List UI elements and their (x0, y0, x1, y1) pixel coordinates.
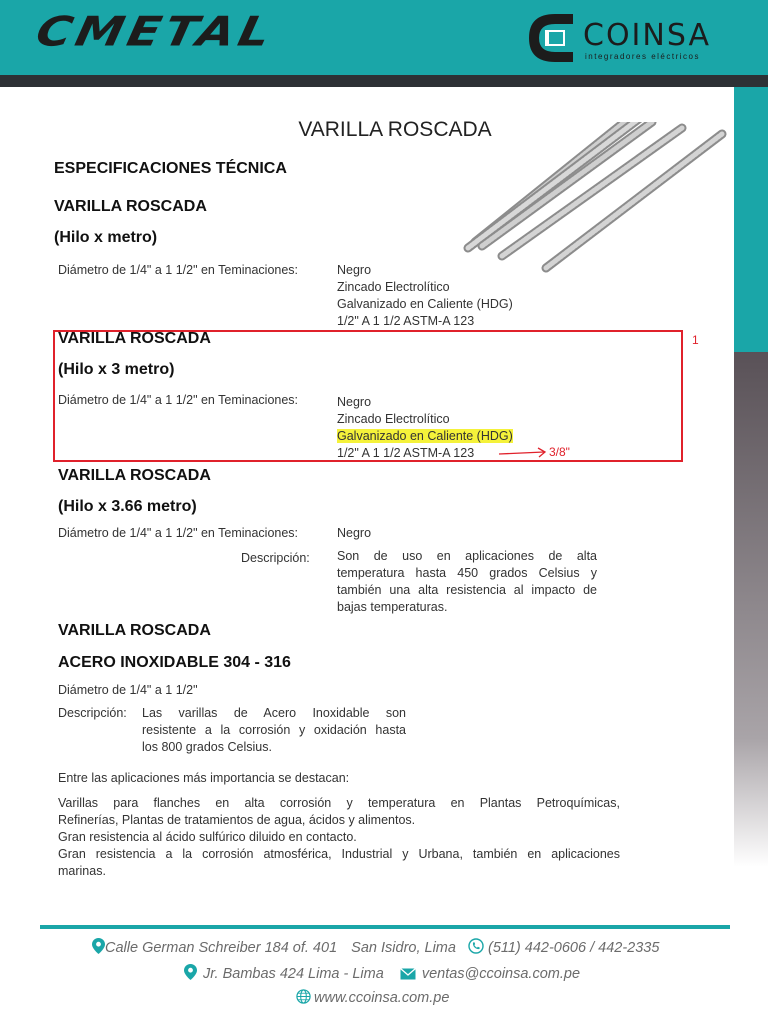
spec-heading: ESPECIFICACIONES TÉCNICA (54, 160, 287, 177)
annotation-arrow-text: 3/8" (549, 445, 570, 459)
footer-website[interactable]: www.ccoinsa.com.pe (314, 990, 450, 1006)
footer-row-3 (296, 989, 449, 1006)
section1-values (337, 262, 513, 330)
section3-heading: VARILLA ROSCADA (58, 467, 211, 484)
coinsa-wordmark: COINSA (583, 18, 711, 53)
section1-value-3: Galvanizado en Caliente (HDG) (337, 297, 513, 311)
section3-description (337, 548, 597, 616)
footer-row-1 (92, 938, 659, 956)
section3-desc-label: Descripción: (241, 551, 310, 565)
section3-subheading: (Hilo x 3.66 metro) (58, 498, 197, 515)
page-title: VARILLA ROSCADA (298, 118, 492, 141)
section1-label: Diámetro de 1/4" a 1 1/2" en Teminaciones: (58, 263, 299, 277)
apps-line-1: Varillas para flanches en alta corrosión y temperatura en Plantas Petroquímicas, (58, 796, 620, 810)
section1-value-1: Negro (337, 263, 372, 277)
footer-email[interactable]: ventas@ccoinsa.com.pe (421, 966, 581, 982)
section2-subheading: (Hilo x 3 metro) (58, 361, 175, 378)
section1-value-2: Zincado Electrolítico (337, 280, 450, 294)
section2-value-1: Negro (337, 395, 372, 409)
section4-desc-line-3: los 800 grados Celsius. (142, 740, 272, 754)
location-pin-icon (184, 964, 197, 980)
section1-subheading: (Hilo x metro) (54, 229, 158, 246)
section4-subheading: ACERO INOXIDABLE 304 - 316 (58, 654, 291, 671)
footer-divider (40, 925, 730, 929)
section2-values (337, 394, 513, 462)
coinsa-tagline: integradores eléctricos (585, 52, 700, 61)
globe-icon (296, 989, 311, 1004)
footer-address-2: Jr. Bambas 424 Lima - Lima (203, 966, 384, 982)
section2-value-3-highlighted: Galvanizado en Caliente (HDG) (337, 429, 513, 443)
section4-desc-line-2: resistente a la corrosión y oxidación hasta (142, 723, 406, 737)
section3-desc-line-2: temperatura hasta 450 grados Celsius y (337, 566, 597, 580)
section3-desc-line-1: Son de uso en aplicaciones de alta (337, 549, 597, 563)
apps-line-5: marinas. (58, 864, 106, 878)
phone-icon (468, 938, 484, 954)
footer-row-2 (184, 964, 580, 982)
header-dark-bar (0, 75, 768, 87)
section3-desc-line-3: también una alta resistencia al impacto de (337, 583, 597, 597)
location-pin-icon (92, 938, 105, 954)
section3-value: Negro (337, 526, 372, 540)
section4-apps (58, 795, 620, 880)
annotation-arrow-icon (498, 446, 550, 460)
section2-value-4: 1/2" A 1 1/2 ASTM-A 123 (337, 446, 475, 460)
section4-heading: VARILLA ROSCADA (58, 622, 211, 639)
section4-diameter: Diámetro de 1/4" a 1 1/2" (58, 683, 198, 697)
section2-heading: VARILLA ROSCADA (58, 330, 211, 347)
footer-district-1: San Isidro, Lima (351, 940, 456, 956)
section2-label: Diámetro de 1/4" a 1 1/2" en Teminaciones: (58, 393, 299, 407)
cmetal-logo: CMETAL (31, 8, 279, 56)
section3-label: Diámetro de 1/4" a 1 1/2" en Teminaciones: (58, 526, 299, 540)
section4-apps-intro: Entre las aplicaciones más importancia se destacan: (58, 771, 350, 785)
coinsa-mark-icon (525, 12, 577, 64)
annotation-number: 1 (692, 333, 699, 347)
apps-line-2: Refinerías, Plantas de tratamientos de agua, ácidos y alimentos. (58, 813, 416, 827)
apps-line-3: Gran resistencia al ácido sulfúrico diluido en contacto. (58, 830, 357, 844)
section1-heading: VARILLA ROSCADA (54, 198, 207, 215)
section2-value-2: Zincado Electrolítico (337, 412, 450, 426)
envelope-icon (400, 968, 416, 980)
side-strip-gray (734, 352, 768, 867)
footer-phone[interactable]: (511) 442-0606 / 442-2335 (487, 940, 660, 956)
apps-line-4: Gran resistencia a la corrosión atmosférica, Industrial y Urbana, también en aplicaciones (58, 847, 620, 861)
section4-desc-line-1: Las varillas de Acero Inoxidable son (142, 706, 406, 720)
threaded-rods-image (440, 122, 730, 277)
footer-address-1: Calle German Schreiber 184 of. 401 (105, 940, 338, 956)
section4-description (142, 705, 406, 756)
section1-value-4: 1/2" A 1 1/2 ASTM-A 123 (337, 314, 475, 328)
section3-desc-line-4: bajas temperaturas. (337, 600, 448, 614)
coinsa-logo (525, 12, 725, 64)
section4-desc-label: Descripción: (58, 706, 127, 720)
